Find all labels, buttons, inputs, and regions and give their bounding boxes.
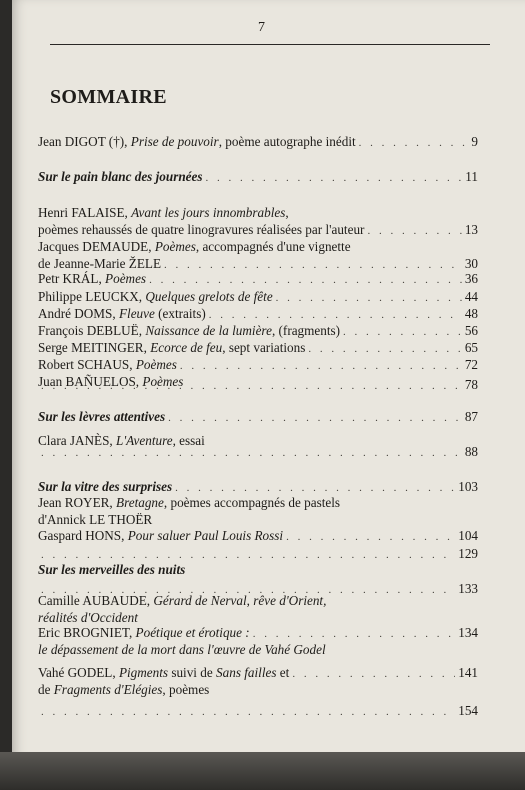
dot-leader bbox=[41, 445, 462, 462]
toc-line bbox=[38, 339, 478, 356]
toc-text: Henri FALAISE, bbox=[38, 205, 132, 220]
toc-page-number: 48 bbox=[464, 306, 478, 321]
toc-section-heading bbox=[38, 478, 478, 495]
toc-line bbox=[38, 561, 478, 578]
toc-line bbox=[38, 545, 478, 562]
toc-line-text bbox=[38, 204, 289, 221]
toc-line bbox=[38, 494, 478, 511]
toc-italic-text: Gérard de Nerval bbox=[153, 593, 247, 608]
toc-text: Jean ROYER, bbox=[38, 495, 117, 510]
toc-page-number: 134 bbox=[458, 625, 478, 640]
toc-page-number: 78 bbox=[464, 377, 478, 392]
toc-italic-text: Avant les jours innombrables bbox=[131, 205, 286, 220]
toc-text: Clara JANÈS, bbox=[38, 433, 117, 448]
toc-italic-text: Poèmes bbox=[135, 357, 177, 372]
toc-text: Vahé GODEL, bbox=[38, 665, 119, 680]
toc-text: , (fragments) bbox=[271, 323, 341, 338]
toc-line bbox=[38, 511, 478, 528]
toc-italic-text: Pour saluer Paul Louis Rossi bbox=[127, 528, 284, 543]
toc-text: Philippe LEUCKX, bbox=[38, 289, 146, 304]
toc-line-text bbox=[38, 133, 356, 150]
toc-entry bbox=[38, 322, 478, 339]
toc-line bbox=[38, 664, 478, 681]
toc-page-number: 154 bbox=[458, 703, 478, 718]
toc-line bbox=[38, 681, 478, 698]
toc-text: , essai bbox=[172, 433, 205, 448]
toc-line-text bbox=[38, 356, 177, 373]
toc-italic-text: Sans failles bbox=[216, 665, 277, 680]
toc-text: Jacques DEMAUDE, bbox=[38, 239, 155, 254]
toc-text: , bbox=[285, 205, 289, 220]
toc-text: Juan BAÑUELOS, bbox=[38, 374, 143, 389]
toc-text: de Jeanne-Marie ŽELE bbox=[38, 256, 162, 271]
toc-text: Jean DIGOT (†), bbox=[38, 134, 131, 149]
toc-line-text bbox=[38, 168, 203, 185]
page-shadow bbox=[0, 752, 525, 790]
toc-text: , accompagnés d'une vignette bbox=[195, 239, 351, 254]
toc-entry bbox=[38, 270, 478, 287]
toc-page-number: 129 bbox=[458, 546, 478, 561]
toc-line-text bbox=[38, 561, 185, 578]
toc-line-text bbox=[38, 592, 326, 609]
toc-text: Sur les merveilles des nuits bbox=[38, 562, 186, 577]
dot-leader bbox=[168, 410, 462, 427]
toc-line-text bbox=[38, 681, 209, 698]
toc-page-number: 72 bbox=[464, 357, 478, 372]
toc-line bbox=[38, 478, 478, 495]
toc-text: Serge MEITINGER, bbox=[38, 340, 151, 355]
toc-line-text bbox=[38, 270, 146, 287]
toc-text: Robert SCHAUS, bbox=[38, 357, 136, 372]
toc-line-text bbox=[38, 408, 165, 425]
toc-entry bbox=[38, 305, 478, 322]
toc-text: Sur la vitre des surprises bbox=[38, 479, 173, 494]
toc-entry bbox=[38, 204, 478, 238]
toc-page-number: 56 bbox=[464, 323, 478, 338]
toc-page-number: 141 bbox=[458, 665, 478, 680]
toc-entry bbox=[38, 702, 478, 719]
toc-text: André DOMS, bbox=[38, 306, 119, 321]
toc-line-text bbox=[38, 511, 152, 528]
toc-line bbox=[38, 270, 478, 287]
toc-entry bbox=[38, 339, 478, 356]
toc-line bbox=[38, 376, 478, 393]
toc-line bbox=[38, 238, 478, 255]
toc-line bbox=[38, 624, 478, 641]
toc-italic-text: L'Aventure bbox=[116, 433, 173, 448]
toc-line-text bbox=[38, 288, 273, 305]
toc-line-text bbox=[38, 322, 340, 339]
toc-line-text bbox=[38, 478, 172, 495]
toc-line-text bbox=[38, 221, 364, 238]
toc-text: et bbox=[276, 665, 290, 680]
toc-entry bbox=[38, 288, 478, 305]
toc-line-text bbox=[38, 339, 305, 356]
toc-text: (extraits) bbox=[154, 306, 206, 321]
toc-line bbox=[38, 356, 478, 373]
toc-page-number: 30 bbox=[464, 256, 478, 271]
toc-italic-text: Ecorce de feu bbox=[150, 340, 223, 355]
toc-line bbox=[38, 702, 478, 719]
toc-text: Petr KRÁL, bbox=[38, 271, 106, 286]
toc-text: , bbox=[246, 593, 254, 608]
toc-page-number: 44 bbox=[464, 289, 478, 304]
toc-entry bbox=[38, 376, 478, 393]
toc-line bbox=[38, 322, 478, 339]
toc-page-number: 87 bbox=[464, 409, 478, 424]
toc-text: , poèmes bbox=[162, 682, 210, 697]
page-number: 7 bbox=[258, 20, 265, 35]
toc-text: poèmes rehaussés de quatre linogravures réalisées par l'auteur bbox=[38, 222, 365, 237]
toc-text: François DEBLUË, bbox=[38, 323, 146, 338]
toc-line-text bbox=[38, 527, 283, 544]
toc-italic-text: Poèmes bbox=[142, 374, 184, 389]
toc-italic-text: le dépassement de la mort dans l'œuvre de Vahé Godel bbox=[38, 642, 326, 657]
toc-text: Sur le pain blanc des journées bbox=[38, 169, 203, 184]
toc-italic-text: Fragments d'Elégies bbox=[53, 682, 163, 697]
toc-line bbox=[38, 133, 478, 150]
toc-entry bbox=[38, 494, 478, 528]
toc-text: d'Annick LE THOËR bbox=[38, 512, 153, 527]
header-rule bbox=[50, 44, 490, 45]
toc-entry bbox=[38, 624, 478, 658]
toc-italic-text: Prise de pouvoir bbox=[130, 134, 219, 149]
toc-section-heading bbox=[38, 408, 478, 425]
toc-text: Eric BROGNIET, bbox=[38, 625, 136, 640]
toc-page-number: 103 bbox=[458, 479, 478, 494]
toc-text: , poèmes accompagnés de pastels bbox=[163, 495, 341, 510]
dot-leader bbox=[149, 272, 462, 289]
toc-italic-text: Bretagne bbox=[116, 495, 164, 510]
toc-page-number: 65 bbox=[464, 340, 478, 355]
dot-leader bbox=[41, 704, 455, 721]
toc-line-text bbox=[38, 664, 289, 681]
toc-line bbox=[38, 168, 478, 185]
toc-page-number: 88 bbox=[464, 444, 478, 459]
toc-entry bbox=[38, 133, 478, 150]
dot-leader bbox=[41, 378, 462, 395]
toc-entry bbox=[38, 545, 478, 562]
toc-text: Camille AUBAUDE, bbox=[38, 593, 154, 608]
toc-page-number: 133 bbox=[458, 581, 478, 596]
dot-leader bbox=[206, 170, 463, 187]
page-title: SOMMAIRE bbox=[50, 86, 167, 108]
toc-line bbox=[38, 221, 478, 238]
toc-text: de bbox=[38, 682, 54, 697]
dot-leader bbox=[286, 529, 455, 546]
toc-italic-text: Pigments bbox=[118, 665, 169, 680]
toc-italic-text: Poèmes bbox=[154, 239, 196, 254]
toc-section-heading bbox=[38, 561, 478, 578]
toc-text: suivi de bbox=[168, 665, 217, 680]
toc-page-number: 9 bbox=[471, 134, 478, 149]
toc-italic-text: Poétique et érotique : bbox=[135, 625, 250, 640]
dot-leader bbox=[292, 666, 455, 683]
toc-entry bbox=[38, 443, 478, 460]
toc-entry bbox=[38, 238, 478, 272]
toc-italic-text: rêve d'Orient, bbox=[253, 593, 327, 608]
toc-page-number: 13 bbox=[464, 222, 478, 237]
toc-italic-text: réalités d'Occident bbox=[38, 610, 138, 625]
toc-line bbox=[38, 305, 478, 322]
toc-line bbox=[38, 408, 478, 425]
toc-line-text bbox=[38, 624, 250, 641]
toc-italic-text: Naissance de la lumière bbox=[145, 323, 272, 338]
toc-line-text bbox=[38, 305, 206, 322]
toc-line bbox=[38, 592, 478, 609]
toc-text: Gaspard HONS, bbox=[38, 528, 128, 543]
toc-line-text bbox=[38, 641, 326, 658]
toc-line bbox=[38, 204, 478, 221]
toc-italic-text: Quelques grelots de fête bbox=[145, 289, 273, 304]
toc-line-text bbox=[38, 494, 340, 511]
toc-line bbox=[38, 527, 478, 544]
toc-text: , poème autographe inédit bbox=[218, 134, 356, 149]
toc-page-number: 36 bbox=[464, 271, 478, 286]
toc-section-heading bbox=[38, 168, 478, 185]
toc-entry bbox=[38, 664, 478, 698]
toc-page-number: 104 bbox=[458, 528, 478, 543]
toc-entry bbox=[38, 527, 478, 544]
toc-line-text bbox=[38, 238, 351, 255]
toc-text: Sur les lèvres attentives bbox=[38, 409, 166, 424]
toc-entry bbox=[38, 592, 478, 626]
toc-line bbox=[38, 288, 478, 305]
toc-text: , sept variations bbox=[222, 340, 306, 355]
toc-italic-text: Fleuve bbox=[118, 306, 155, 321]
toc-entry bbox=[38, 356, 478, 373]
toc-line bbox=[38, 443, 478, 460]
toc-page-number: 11 bbox=[465, 169, 478, 184]
toc-line bbox=[38, 641, 478, 658]
dot-leader bbox=[359, 135, 469, 152]
toc-italic-text: Poèmes bbox=[105, 271, 147, 286]
